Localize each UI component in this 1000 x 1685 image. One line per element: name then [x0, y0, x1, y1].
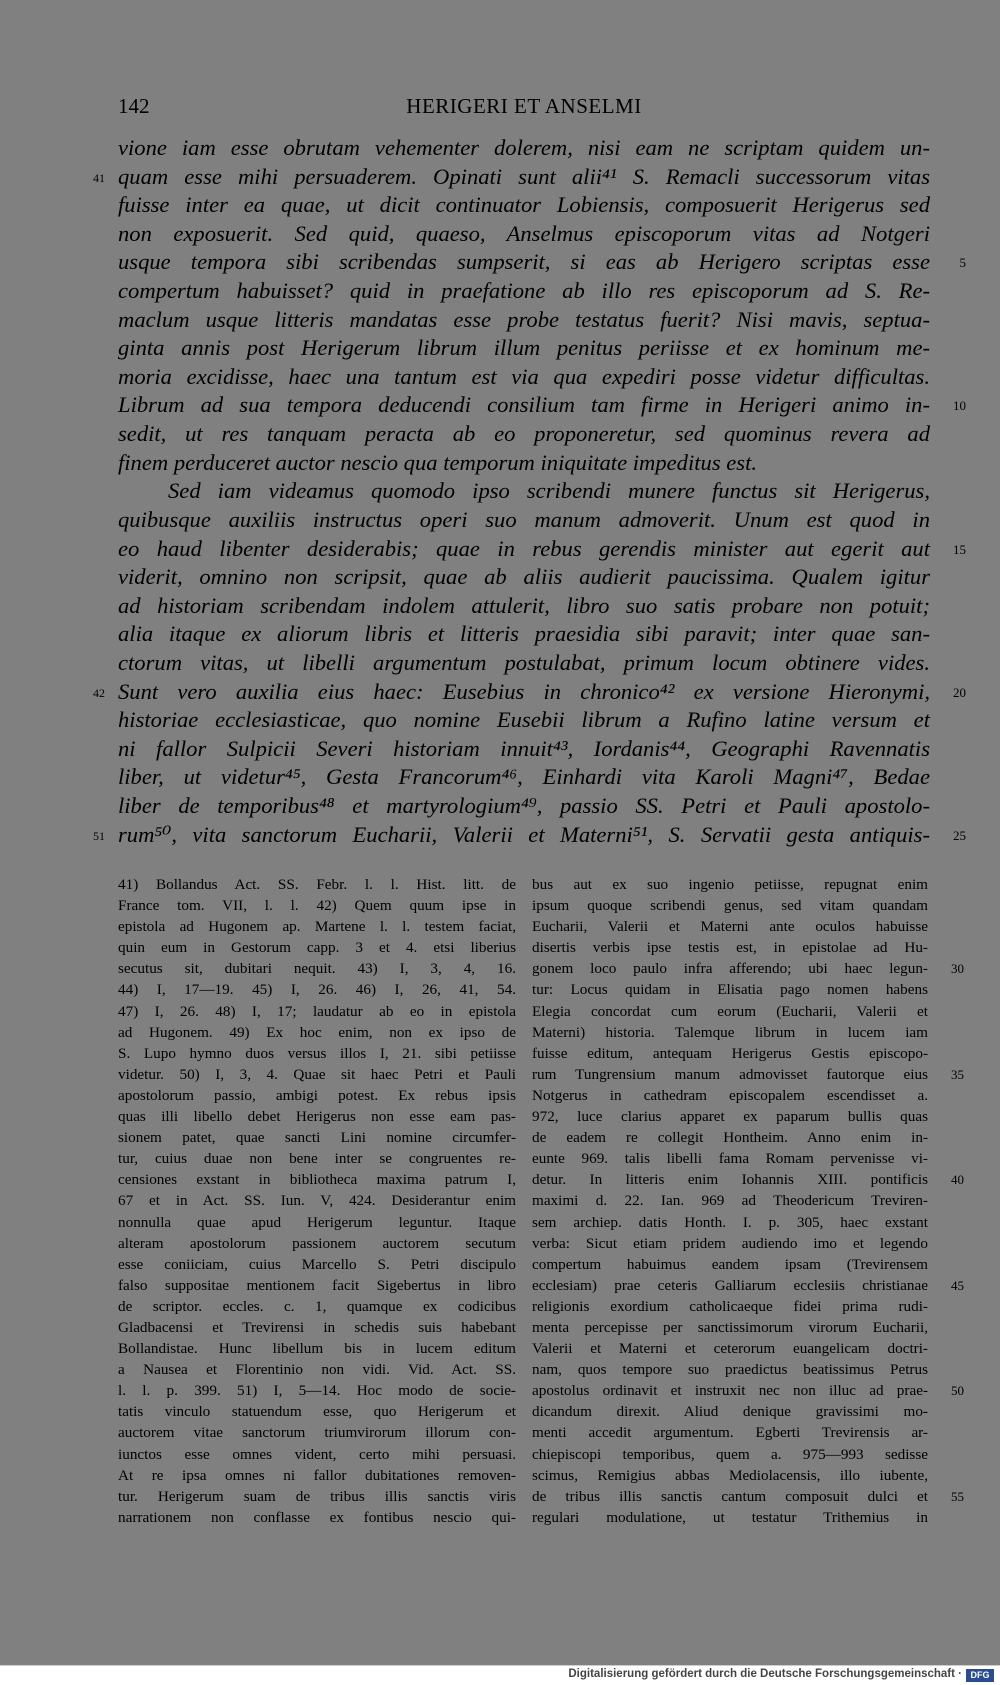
footnotes-left-column [118, 874, 516, 1528]
footnote-line-content: 972, luce clarius apparet ex paparum bullis quas [532, 1108, 928, 1126]
line-number: 5 [959, 255, 966, 271]
footnote-line [532, 1169, 964, 1190]
text-line [118, 649, 930, 678]
line-number: 40 [951, 1172, 964, 1188]
text-line [118, 763, 930, 792]
text-line [118, 248, 966, 277]
text-line [118, 220, 930, 249]
footnote-line [532, 874, 928, 895]
text-line-content: rum⁵⁰, vita sanctorum Eucharii, Valerii et Materni⁵¹, S. Servatii gesta antiquis- [118, 821, 930, 847]
text-line [93, 821, 966, 850]
footnote-line-content: Materni) historia. Talemque librum in lucem iam [532, 1023, 928, 1041]
footnote-line-content: ecclesiam) prae ceteris Galliarum ecclesiis christianae [532, 1276, 928, 1294]
text-line [118, 449, 930, 478]
footnote-line: apostolorum passio, ambigi potest. Ex rebus ipsis [118, 1086, 516, 1104]
text-line-content: ad historiam scribendam indolem attulerit, libro suo satis probare non potuit; [118, 592, 930, 618]
text-line [118, 620, 930, 649]
footnote-line [532, 1444, 928, 1465]
footnote-line: Bollandistae. Hunc libellum bis in lucem editum [118, 1340, 516, 1358]
text-line [118, 477, 930, 506]
footnote-line [532, 1507, 928, 1528]
text-line [118, 563, 930, 592]
footnote-line [532, 1465, 928, 1486]
text-line-content: Librum ad sua tempora deducendi consilium tam firme in Herigeri animo in- [118, 392, 930, 418]
footnote-line [532, 1148, 928, 1169]
text-line-content: moria excidisse, haec una tantum est via qua expediri posse videtur difficultas. [118, 363, 930, 389]
text-line-content: compertum habuisset? quid in praefatione ab illo res episcoporum ad S. Re- [118, 278, 930, 304]
footnote-line-content: rum Tungrensium manum admovisset fautorque eius [532, 1065, 928, 1083]
line-number: 50 [951, 1383, 964, 1399]
footnote-line-content: eunte 969. talis libelli fama Romam pervenisse vi- [532, 1150, 928, 1168]
footnote-line [532, 1359, 928, 1380]
text-line-content: ni fallor Sulpicii Severi historiam innuit⁴³, Iordanis⁴⁴, Geographi Ravennatis [118, 735, 930, 761]
footnote-line [532, 916, 928, 937]
footnote-line-content: nam, quos tempore suo praedictus beatissimus Petrus [532, 1361, 928, 1379]
dfg-logo: DFG [966, 1669, 994, 1682]
running-title: HERIGERI ET ANSELMI [406, 94, 642, 118]
footnote-line-content: tur: Locus quidam in Elisatia pago nomen habens [532, 981, 928, 999]
footnote-line [532, 1212, 928, 1233]
footnote-line-content: fuisse editum, antequam Herigerus Gestis episcopo- [532, 1044, 928, 1062]
footnote-line [532, 1296, 928, 1317]
footnote-line: nonnulla quae apud Herigerum leguntur. Itaque [118, 1213, 516, 1231]
footnote-line [532, 979, 928, 1000]
footnote-line [532, 1064, 964, 1085]
footnote-line-content: menti accedit argumentum. Egberti Trevirensis ar- [532, 1424, 928, 1442]
text-line [118, 420, 930, 449]
footnote-line: narrationem non conflasse ex fontibus nescio qui- [118, 1508, 516, 1526]
footnote-line: tatis vinculo statuendum esse, quo Herigerum et [118, 1403, 516, 1421]
footnote-line [532, 1085, 928, 1106]
footnote-line: Gladbacensi et Trevirensi in schedis suis habebant [118, 1318, 516, 1336]
footnote-line-content: verba: Sicut etiam pridem audiendo imo et legendo [532, 1234, 928, 1252]
footnote-line-content: menta percepisse per sanctissimorum virorum Eucharii, [532, 1318, 928, 1336]
text-line [93, 163, 930, 192]
footnote-line-content: detur. In litteris enim Iohannis XIII. pontificis [532, 1171, 928, 1189]
footnote-line: tur, cuius duae non bene inter se congruentes re- [118, 1150, 516, 1168]
page-number: 142 [118, 94, 150, 118]
line-number: 45 [951, 1277, 964, 1293]
text-line-content: Sed iam videamus quomodo ipso scribendi munere functus sit Herigerus, [168, 478, 930, 504]
footnote-line [532, 1001, 928, 1022]
text-line-content: eo haud libenter desiderabis; quae in rebus gerendis minister aut egerit aut [118, 535, 930, 561]
text-line-content: maclum usque litteris mandatas esse probe testatus fuerit? Nisi mavis, septua- [118, 306, 930, 332]
footnote-line: de scriptor. eccles. c. 1, quamque ex codicibus [118, 1297, 516, 1315]
text-line [118, 506, 930, 535]
left-margin-note: 41 [93, 170, 105, 185]
left-margin-note: 51 [93, 828, 105, 843]
footnote-line: 47) I, 26. 48) I, 17; laudatur ab eo in epistola [118, 1002, 516, 1020]
line-number: 35 [951, 1066, 964, 1082]
text-line-content: vione iam esse obrutam vehementer dolerem, nisi eam ne scriptam quidem un- [118, 135, 930, 160]
line-number: 55 [951, 1488, 964, 1504]
footnote-line: epistola ad Hugonem ap. Martene l. l. testem faciat, [118, 918, 516, 936]
footnote-line [532, 1275, 964, 1296]
text-line [118, 735, 930, 764]
footnote-line: quin eum in Gestorum capp. 3 et 4. etsi liberius [118, 939, 516, 957]
footnote-line [532, 1022, 928, 1043]
footnote-line: secutus sit, dubitari nequit. 43) I, 3, 4, 16. [118, 960, 516, 978]
text-line [118, 191, 930, 220]
footnotes-right-column [532, 874, 964, 1528]
footnote-line-content: chiepiscopi temporibus, quem a. 975—993 sedisse [532, 1445, 928, 1463]
footnote-line: videtur. 50) I, 3, 4. Quae sit haec Petri et Pauli [118, 1065, 516, 1083]
footnote-line: falso suppositae mentionem facit Sigebertus in libro [118, 1276, 516, 1294]
text-line [118, 792, 930, 821]
footnote-line: censiones exstant in bibliotheca maxima patrum I, [118, 1171, 516, 1189]
text-line [118, 306, 930, 335]
text-line-content: fuisse inter ea quae, ut dicit continuator Lobiensis, composuerit Herigerus sed [118, 192, 930, 218]
text-line-content: finem perduceret auctor nescio qua temporum iniquitate impeditus est. [118, 449, 758, 475]
footnote-line [532, 1127, 928, 1148]
text-line-content: quam esse mihi persuaderem. Opinati sunt alii⁴¹ S. Remacli successorum vitas [118, 163, 930, 189]
footnote-line [532, 937, 928, 958]
footnote-line [532, 1254, 928, 1275]
footnote-line: iunctos esse omnes vident, certo mihi persuasi. [118, 1445, 516, 1463]
funding-notice: Digitalisierung gefördert durch die Deutsche Forschungsgemeinschaft · [568, 1668, 962, 1680]
footnote-line: ad Hugonem. 49) Ex hoc enim, non ex ipso de [118, 1023, 516, 1041]
footnote-line: sionem patet, quae sancti Lini nomine circumfer- [118, 1129, 516, 1147]
text-line [118, 391, 966, 420]
main-text [93, 134, 966, 849]
footnote-line [532, 1190, 928, 1211]
text-line-content: historiae ecclesiasticae, quo nomine Eusebii librum a Rufino latine versum et [118, 707, 930, 733]
footnote-line: a Nausea et Florentinio non vidi. Vid. Act. SS. [118, 1361, 516, 1379]
text-line-content: Sunt vero auxilia eius haec: Eusebius in chronico⁴² ex versione Hieronymi, [118, 678, 930, 704]
text-line [93, 678, 966, 707]
footnote-line-content: disertis verbis ipse testis est, in epistolae ad Hu- [532, 939, 928, 957]
footnote-line [532, 1401, 928, 1422]
text-line-content: non exposuerit. Sed quid, quaeso, Anselmus episcoporum vitas ad Notgeri [118, 220, 930, 246]
footnote-line: esse coniiciam, cuius Marcello S. Petri discipulo [118, 1255, 516, 1273]
text-line [118, 535, 966, 564]
footnote-line: 41) Bollandus Act. SS. Febr. l. l. Hist. litt. de [118, 876, 516, 893]
footnote-line-content: religionis exordium catholicaeque fidei prima rudi- [532, 1297, 928, 1315]
footnote-line [532, 1043, 928, 1064]
footnote-line-content: de eadem re collegit Hontheim. Anno enim in- [532, 1129, 928, 1147]
text-line-content: alia itaque ex aliorum libris et litteris praesidia sibi paravit; inter quae san- [118, 621, 930, 647]
text-line [118, 592, 930, 621]
footnote-line: 67 et in Act. SS. Iun. V, 424. Desiderantur enim [118, 1192, 516, 1210]
line-number: 15 [953, 541, 966, 557]
footnote-line: France tom. VII, l. l. 42) Quem quum ipse in [118, 897, 516, 915]
footnote-line-content: sem archiep. datis Honth. I. p. 305, haec exstant [532, 1213, 928, 1231]
footnote-line [532, 1486, 964, 1507]
footnote-line: quas illi libello debet Herigerus non esse eam pas- [118, 1108, 516, 1126]
footnote-line-content: Elegia concordat cum eorum (Eucharii, Valerii et [532, 1002, 928, 1020]
footnote-line [532, 1233, 928, 1254]
page-header [118, 94, 930, 130]
footnote-line [532, 1422, 928, 1443]
footnote-line-content: Eucharii, Valerii et Materni ante oculos habuisse [532, 918, 928, 936]
footnote-line [532, 1380, 964, 1401]
text-line [118, 334, 930, 363]
footnote-line-content: Notgerus in cathedram episcopalem escendisset a. [532, 1086, 928, 1104]
footer-bar [0, 1665, 1000, 1685]
footnote-line-content: dicandum direxit. Aliud denique gravissimi mo- [532, 1403, 928, 1421]
footnote-line [532, 895, 928, 916]
text-line-content: sedit, ut res tanquam peracta ab eo proponeretur, sed quominus revera ad [118, 421, 930, 447]
text-line-content: viderit, omnino non scripsit, quae ab aliis audierit paucissima. Qualem igitur [118, 564, 930, 590]
line-number: 25 [953, 827, 966, 843]
text-line [118, 706, 930, 735]
footnote-line: alteram apostolorum passionem auctorem secutum [118, 1234, 516, 1252]
footnote-line-content: scimus, Remigius abbas Mediolacensis, illo iubente, [532, 1466, 928, 1484]
text-line-content: ctorum vitas, ut libelli argumentum postulabat, primum locum obtinere vides. [118, 649, 930, 675]
text-line-content: usque tempora sibi scribendas sumpserit, si eas ab Herigero scriptas esse [118, 249, 930, 275]
text-line-content: liber, ut videtur⁴⁵, Gesta Francorum⁴⁶, Einhardi vita Karoli Magni⁴⁷, Bedae [118, 764, 930, 790]
footnote-line-content: Valerii et Materni et ceterorum euangelicam doctri- [532, 1340, 928, 1358]
footnote-line [532, 1338, 928, 1359]
footnote-line-content: de tribus illis sanctis cantum composuit dulci et [532, 1487, 928, 1505]
footnote-line: auctorem vitae sanctorum triumvirorum illorum con- [118, 1424, 516, 1442]
footnote-line-content: ipsum quoque scribendi genus, sed vitam quandam [532, 897, 928, 915]
left-margin-note: 42 [93, 685, 105, 700]
footnote-line-content: apostolus ordinavit et instruxit nec non illuc ad prae- [532, 1382, 928, 1400]
footnote-line-content: gonem loco paulo infra afferendo; ubi haec legun- [532, 960, 928, 978]
footnote-line: tur. Herigerum suam de tribus illis sanctis viris [118, 1487, 516, 1505]
footnote-line: S. Lupo hymno duos versus illos I, 21. sibi petiisse [118, 1044, 516, 1062]
footnote-line: 44) I, 17—19. 45) I, 26. 46) I, 26, 41, 54. [118, 981, 516, 999]
text-line [118, 277, 930, 306]
footnote-line [532, 1106, 928, 1127]
text-line-content: quibusque auxiliis instructus operi suo manum admoverit. Unum est quod in [118, 506, 930, 532]
text-line [118, 134, 930, 163]
footnote-line-content: compertum habuimus eandem ipsam (Trevirensem [532, 1255, 928, 1273]
footnote-line [532, 1317, 928, 1338]
footnote-line: l. l. p. 399. 51) I, 5—14. Hoc modo de socie- [118, 1382, 516, 1400]
footnote-line-content: maximi d. 22. Ian. 969 ad Theodericum Treviren- [532, 1192, 928, 1210]
text-line-content: liber de temporibus⁴⁸ et martyrologium⁴⁹, passio SS. Petri et Pauli apostolo- [118, 793, 930, 819]
text-line [118, 363, 930, 392]
footnote-line: At re ipsa omnes ni fallor dubitationes removen- [118, 1466, 516, 1484]
line-number: 20 [953, 684, 966, 700]
footnote-line-content: bus aut ex suo ingenio petiisse, repugnat enim [532, 876, 928, 893]
footnote-line [532, 958, 964, 979]
line-number: 10 [953, 398, 966, 414]
footnote-line-content: regulari modulatione, ut testatur Trithemius in [532, 1508, 928, 1526]
text-line-content: ginta annis post Herigerum librum illum penitus periisse et ex hominum me- [118, 335, 930, 361]
line-number: 30 [951, 961, 964, 977]
